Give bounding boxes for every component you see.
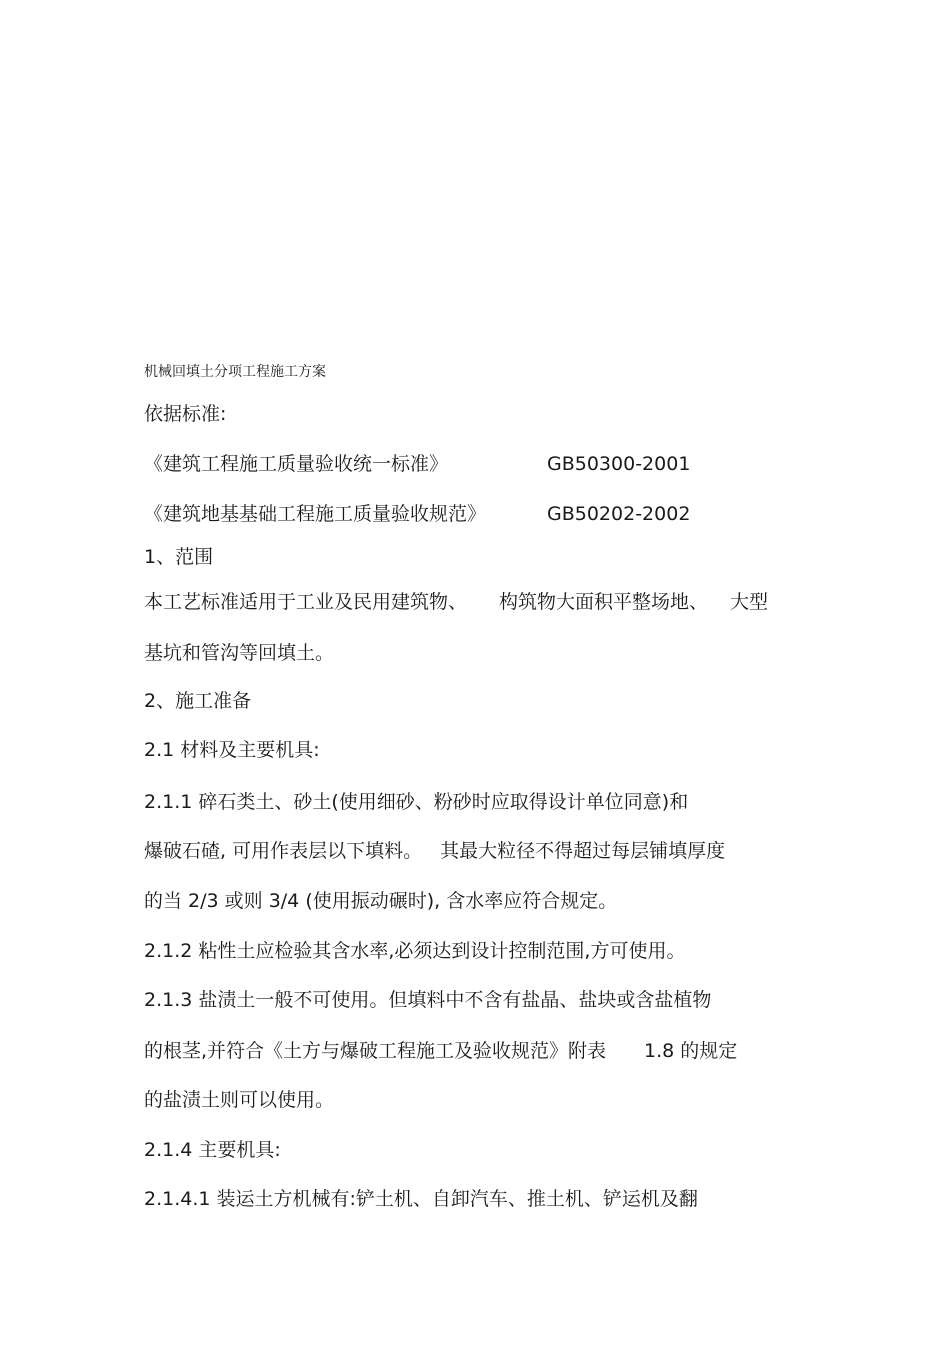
section-1-paragraph-line-1 — [144, 590, 768, 614]
item-2-1-3-line-3: 的盐渍土则可以使用。 — [144, 1089, 335, 1111]
section-2-heading: 2、施工准备 — [144, 690, 252, 712]
item-2-1-3-line-1: 2.1.3 盐渍土一般不可使用。但填料中不含有盐晶、盐块或含盐植物 — [144, 989, 712, 1011]
item-2-1-1-text-2b: 其最大粒径不得超过每层铺填厚度 — [440, 840, 726, 862]
item-2-1-1-line-1: 2.1.1 碎石类土、砂土(使用细砂、粉砂时应取得设计单位同意)和 — [144, 791, 689, 813]
standard-1-code: GB50300-2001 — [547, 453, 691, 475]
section-1-heading: 1、范围 — [144, 546, 214, 568]
item-2-1-3-text-2a: 的根茎,并符合《土方与爆破工程施工及验收规范》附表 — [144, 1040, 607, 1062]
item-2-1-3-line-2 — [144, 1039, 737, 1063]
section-1-text-a1: 本工艺标准适用于工业及民用建筑物、 — [144, 591, 468, 613]
subsection-2-1-heading: 2.1 材料及主要机具: — [144, 739, 320, 761]
standard-1-name: 《建筑工程施工质量验收统一标准》 — [144, 453, 449, 475]
section-1-text-a3: 大型 — [730, 591, 769, 613]
standard-2-name: 《建筑地基基础工程施工质量验收规范》 — [144, 503, 487, 525]
item-2-1-1-text-2a: 爆破石碴, 可用作表层以下填料。 — [144, 840, 423, 862]
item-2-1-4-1: 2.1.4.1 装运土方机械有:铲土机、自卸汽车、推土机、铲运机及翻 — [144, 1188, 698, 1210]
basis-heading: 依据标准: — [144, 403, 227, 425]
item-2-1-1-line-3: 的当 2/3 或则 3/4 (使用振动碾时), 含水率应符合规定。 — [144, 890, 618, 912]
standard-2-code: GB50202-2002 — [547, 503, 691, 525]
item-2-1-1-line-2 — [144, 839, 725, 863]
document-title: 机械回填土分项工程施工方案 — [144, 364, 326, 380]
item-2-1-3-text-2b: 1.8 的规定 — [644, 1040, 738, 1062]
section-1-text-a2: 构筑物大面积平整场地、 — [499, 591, 709, 613]
item-2-1-2: 2.1.2 粘性土应检验其含水率,必须达到设计控制范围,方可使用。 — [144, 940, 686, 962]
item-2-1-4-heading: 2.1.4 主要机具: — [144, 1139, 281, 1161]
section-1-paragraph-line-2: 基坑和管沟等回填土。 — [144, 642, 335, 664]
